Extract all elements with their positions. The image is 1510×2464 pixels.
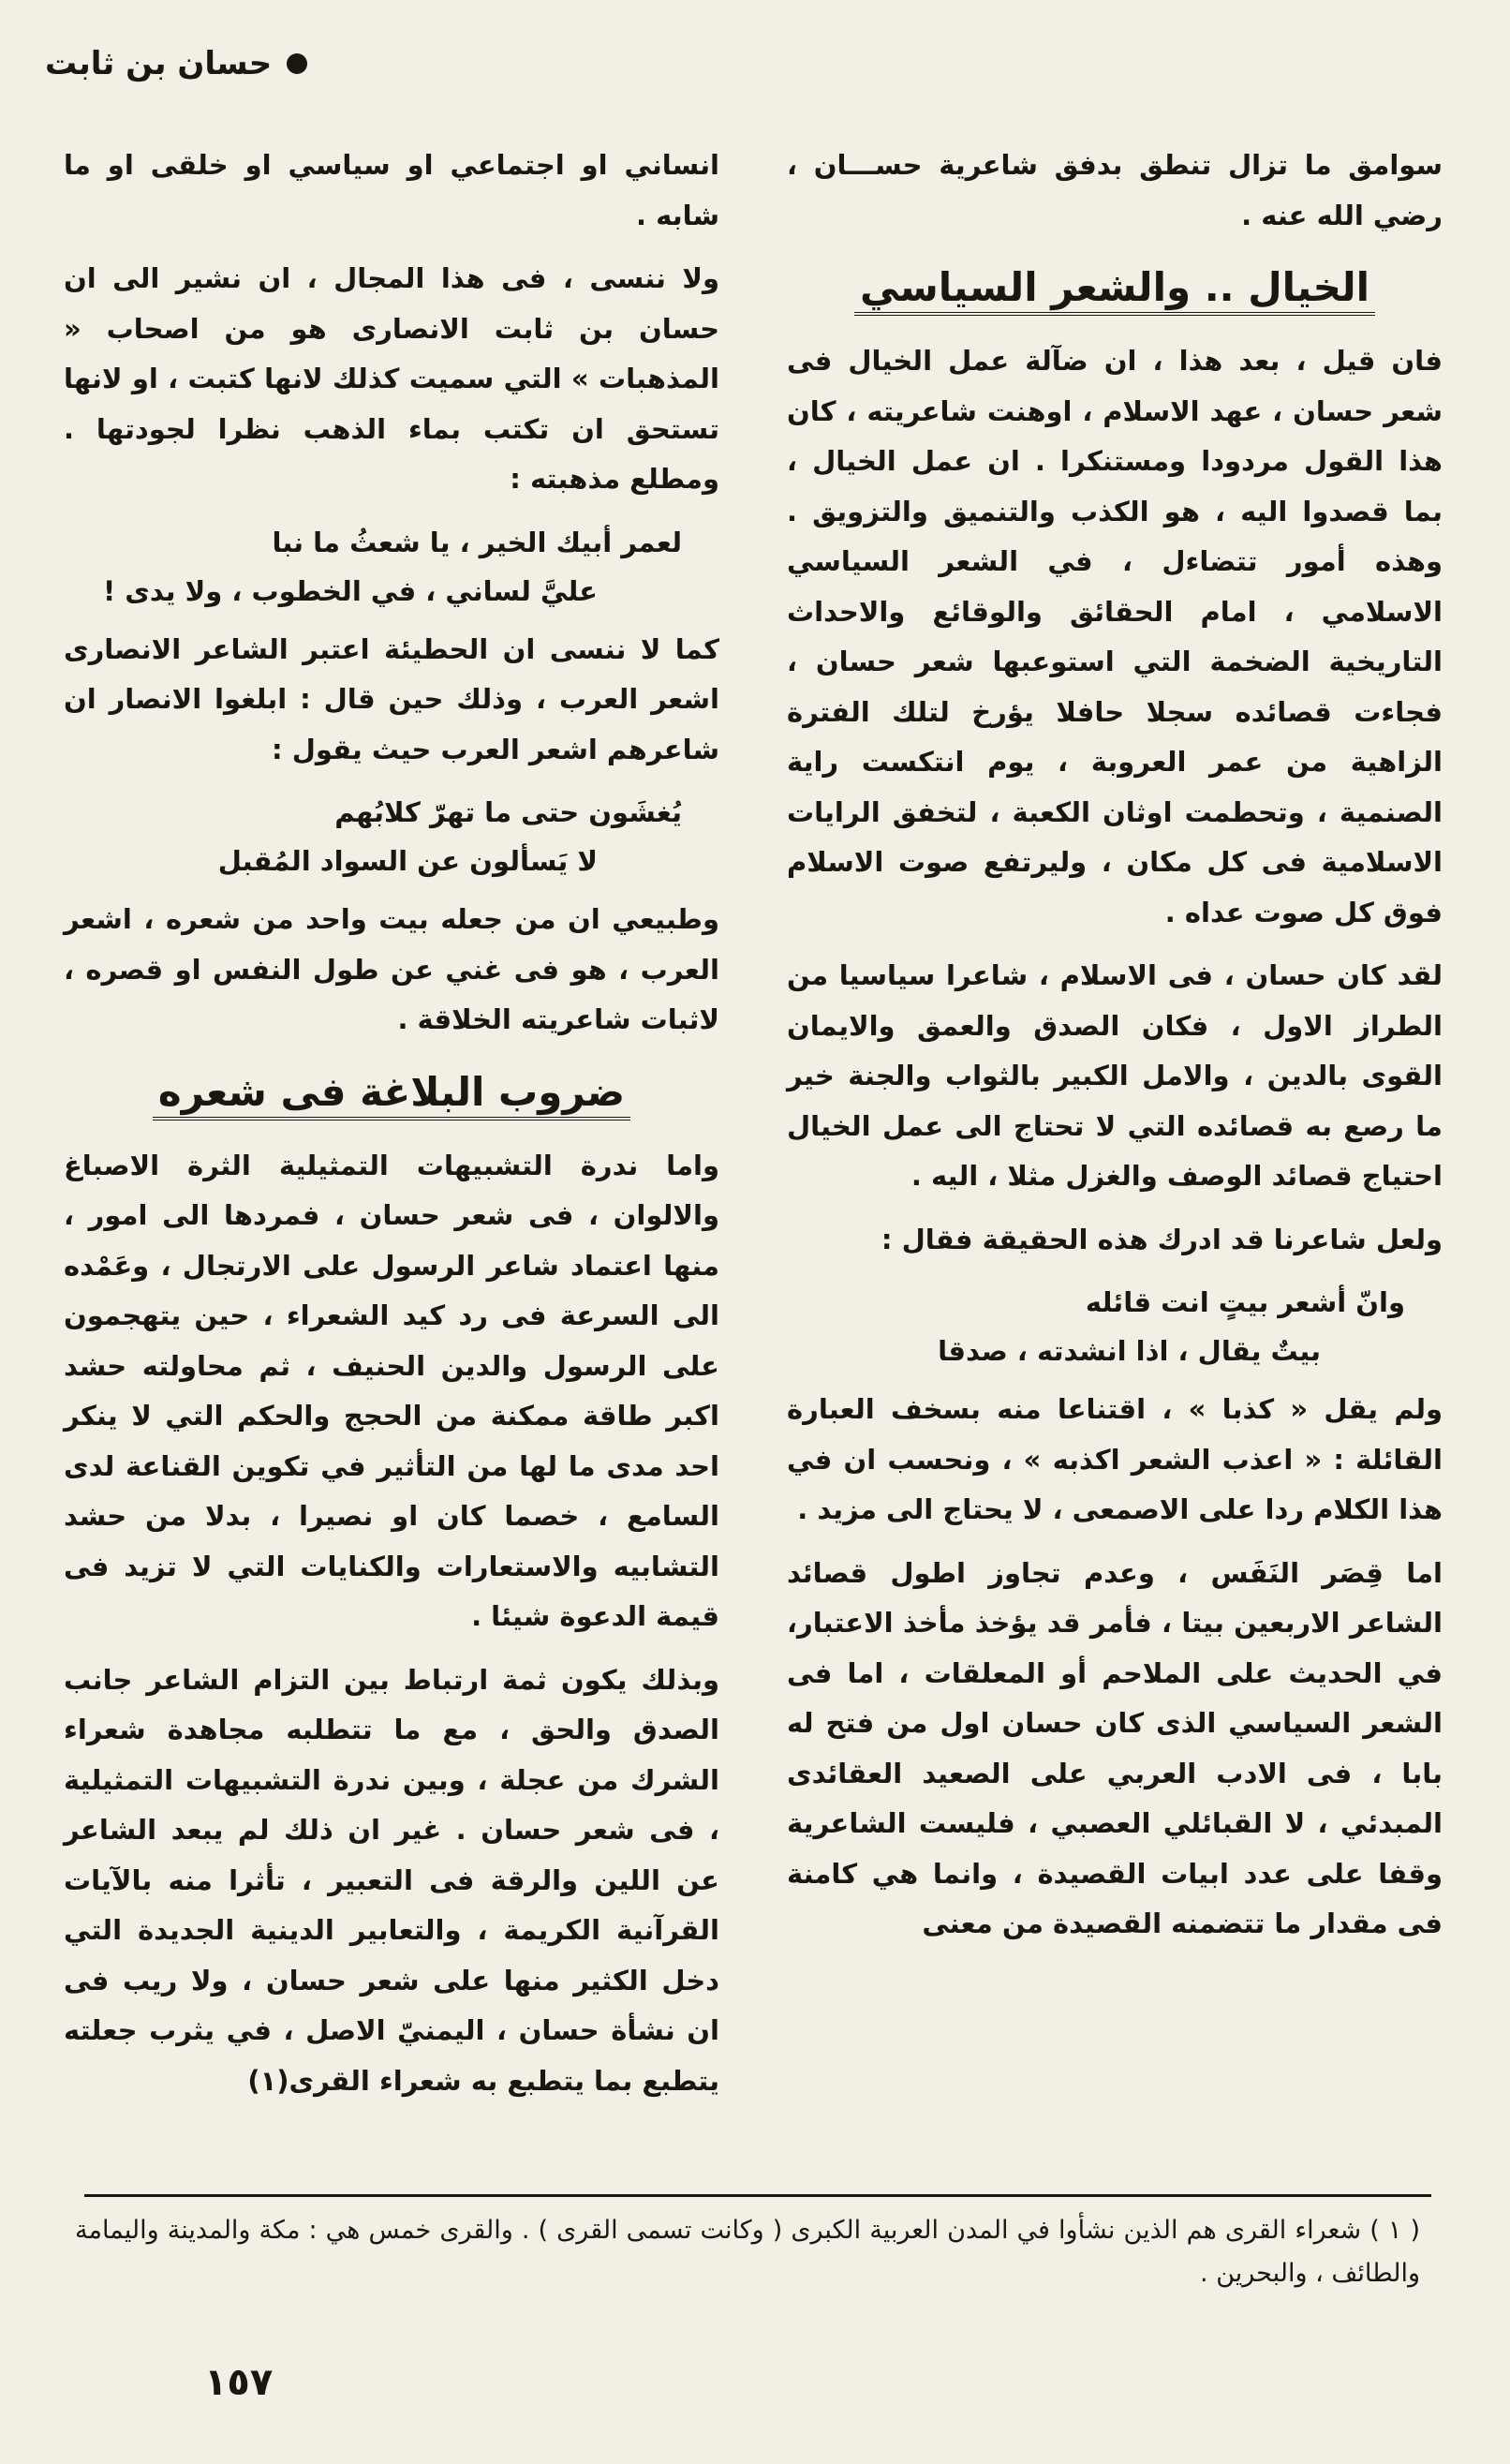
paragraph: سوامق ما تزال تنطق بدفق شاعرية حســـان ، رضي الله عنه . — [787, 149, 1443, 231]
bullet-icon — [287, 53, 307, 74]
paragraph: اما قِصَر النَفَس ، وعدم تجاوز اطول قصائد الشاعر الاربعين بيتا ، فأمر قد يؤخذ مأخذ الاعتبار، في الحديث على الملاحم أو المعلقات ، اما فى الشعر السياسي الذى كان حسان اول من فتح له بابا ، فى الادب العربي على الصعيد العقائدى المبدئي ، لا القبائلي العصبي ، فليست الشاعرية وقفا على عدد ابيات القصيدة ، وانما هي كامنة فى مقدار ما تتضمنه القصيدة من معنى — [787, 1556, 1443, 1939]
section-heading: الخيال .. والشعر السياسي — [787, 260, 1443, 316]
footnote: ( ١ ) شعراء القرى هم الذين نشأوا في المدن العربية الكبرى ( وكانت تسمى القرى ) . والقرى خمس هي : مكة والمدينة واليمامة والطائف ، والبحرين . — [75, 2216, 1420, 2288]
header-title: حسان بن ثابت — [45, 45, 273, 82]
section-heading: ضروب البلاغة فى شعره — [64, 1064, 719, 1121]
paragraph: وطبيعي ان من جعله بيت واحد من شعره ، اشعر العرب ، هو فى غني عن طول النفس او قصره ، لاثبات شاعريته الخلاقة . — [64, 903, 719, 1035]
paragraph: كما لا ننسى ان الحطيئة اعتبر الشاعر الانصارى اشعر العرب ، وذلك حين قال : ابلغوا الانصار ان شاعرهم اشعر العرب حيث يقول : — [64, 632, 719, 765]
verse-line: لعمر أبيك الخير ، يا شعثُ ما نبا — [272, 526, 682, 558]
verse-line: لا يَسألون عن السواد المُقبل — [217, 845, 598, 877]
verse — [64, 518, 719, 616]
paragraph: ولعل شاعرنا قد ادرك هذه الحقيقة فقال : — [881, 1223, 1443, 1255]
paragraph: ولم يقل « كذبا » ، اقتناعا منه بسخف العبارة القائلة : « اعذب الشعر اكذبه » ، ونحسب ان في هذا الكلام ردا على الاصمعى ، لا يحتاج الى مزيد . — [787, 1393, 1443, 1525]
verse-line: وانّ أشعر بيتٍ انت قائله — [1085, 1286, 1405, 1318]
paragraph: وبذلك يكون ثمة ارتباط بين التزام الشاعر جانب الصدق والحق ، مع ما تتطلبه مجاهدة شعراء الشرك من عجلة ، وبين ندرة التشبيهات التمثيلية ، فى شعر حسان . غير ان ذلك لم يبعد الشاعر عن اللين والرقة فى التعبير ، تأثرا منه بالآيات القرآنية الكريمة ، والتعابير الدينية الجديدة التي دخل الكثير منها على شعر حسان ، ولا ريب فى ان نشأة حسان ، اليمنيّ الاصل ، في يثرب جعلته يتطبع بما يتطبع به شعراء القرى(١) — [64, 1663, 719, 2097]
paragraph: فان قيل ، بعد هذا ، ان ضآلة عمل الخيال فى شعر حسان ، عهد الاسلام ، اوهنت شاعريته ، كان هذا القول مردودا ومستنكرا . ان عمل الخيال ، بما قصدوا اليه ، هو الكذب والتنميق والتزويق . وهذه أمور تتضاءل ، في الشعر السياسي الاسلامي ، امام الحقائق والوقائع والاحداث التاريخية الضخمة التي استوعبها شعر حسان ، فجاءت قصائده سجلا حافلا يؤرخ لتلك الفترة الزاهية من عمر العروبة ، يوم انتكست راية الصنمية ، وتحطمت اوثان الكعبة ، لتخفق الرايات الاسلامية فى كل مكان ، وليرتفع صوت الاسلام فوق كل صوت عداه . — [787, 345, 1443, 928]
verse — [64, 788, 719, 885]
running-header — [45, 45, 307, 82]
paragraph: واما ندرة التشبيهات التمثيلية الثرة الاصباغ والالوان ، فى شعر حسان ، فمردها الى امور ، منها اعتماد شاعر الرسول على الارتجال ، وعَمْده الى السرعة فى رد كيد الشعراء ، حين يتهجمون على الرسول والدين الحنيف ، ثم محاولته حشد اكبر طاقة ممكنة من الحجج والحكم التي لا ينكر احد مدى ما لها من التأثير في تكوين القناعة لدى السامع ، خصما كان او نصيرا ، بدلا من حشد التشابيه والاستعارات والكنايات التي لا تزيد فى قيمة الدعوة شيئا . — [64, 1149, 719, 1632]
page-number: ١٥٧ — [204, 2361, 274, 2404]
verse — [787, 1278, 1443, 1375]
paragraph: لقد كان حسان ، فى الاسلام ، شاعرا سياسيا من الطراز الاول ، فكان الصدق والعمق والايمان القوى بالدين ، والامل الكبير بالثواب والجنة خير ما رصع به قصائده التي لا تحتاج الى عمل الخيال احتياج قصائد الوصف والغزل مثلا ، اليه . — [787, 959, 1443, 1192]
left-column — [64, 141, 719, 2119]
verse-line: يُغشَون حتى ما تهرّ كلابُهم — [334, 796, 682, 828]
verse-line: عليَّ لساني ، في الخطوب ، ولا يدى ! — [102, 574, 598, 607]
right-column — [787, 141, 1443, 1963]
paragraph: انساني او اجتماعي او سياسي او خلقى او ما شابه . — [64, 149, 719, 231]
footnote-divider — [84, 2194, 1431, 2197]
paragraph: ولا ننسى ، فى هذا المجال ، ان نشير الى ان حسان بن ثابت الانصارى هو من اصحاب « المذهبات » التي سميت كذلك لانها كتبت ، او لانها تستحق ان تكتب بماء الذهب نظرا لجودتها . ومطلع مذهبته : — [64, 262, 719, 495]
verse-line: بيتٌ يقال ، اذا انشدته ، صدقا — [938, 1335, 1321, 1367]
